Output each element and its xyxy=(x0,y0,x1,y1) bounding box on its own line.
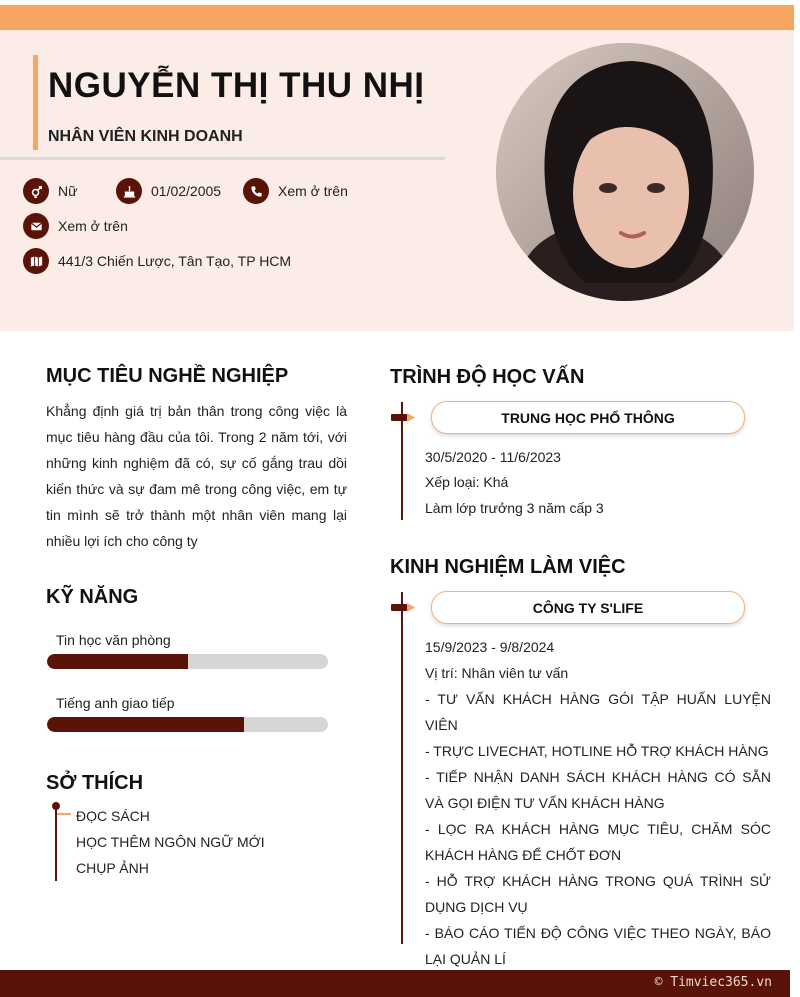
header-divider xyxy=(0,157,445,160)
experience-position: Vị trí: Nhân viên tư vấn xyxy=(425,665,569,681)
education-period: 30/5/2020 - 11/6/2023 xyxy=(425,449,561,465)
experience-duty: - TƯ VẤN KHÁCH HÀNG GÓI TẬP HUẤN LUYỆN VIÊN xyxy=(425,691,771,733)
experience-title: KINH NGHIỆM LÀM VIỆC xyxy=(390,556,626,578)
hobbies-timeline-dot xyxy=(52,802,60,810)
footer-bar xyxy=(0,970,790,997)
birthday-text: 01/02/2005 xyxy=(151,183,222,199)
education-grade: Xếp loại: Khá xyxy=(425,474,509,490)
experience-timeline-line xyxy=(401,592,403,944)
education-school: TRUNG HỌC PHỔ THÔNG xyxy=(431,401,745,434)
skill-name: Tiếng anh giao tiếp xyxy=(56,695,175,711)
experience-period: 15/9/2023 - 9/8/2024 xyxy=(425,639,555,655)
hobbies-title: SỞ THÍCH xyxy=(46,772,144,794)
phone-info xyxy=(243,178,348,204)
gender-text: Nữ xyxy=(58,183,78,199)
hobbies-timeline-tick xyxy=(57,813,71,815)
education-title: TRÌNH ĐỘ HỌC VẤN xyxy=(390,366,585,388)
skill-bar-fill xyxy=(47,654,188,669)
job-title: NHÂN VIÊN KINH DOANH xyxy=(48,128,243,145)
candidate-name: NGUYỄN THỊ THU NHỊ xyxy=(48,66,425,105)
objective-title: MỤC TIÊU NGHỀ NGHIỆP xyxy=(46,365,289,387)
address-text: 441/3 Chiến Lược, Tân Tạo, TP HCM xyxy=(58,253,292,269)
hobby-item: CHỤP ẢNH xyxy=(76,860,149,876)
top-accent-strip xyxy=(0,5,794,30)
footer-credit: © Timviec365.vn xyxy=(654,975,772,990)
experience-duty: - LỌC RA KHÁCH HÀNG MỤC TIÊU, CHĂM SÓC KHÁCH HÀNG ĐỂ CHỐT ĐƠN xyxy=(425,821,771,863)
experience-duty: - BÁO CÁO TIẾN ĐỘ CÔNG VIỆC THEO NGÀY, BÁO LẠI QUẢN LÍ xyxy=(425,925,771,967)
gender-info xyxy=(23,178,77,204)
email-info xyxy=(23,213,128,239)
skills-title: KỸ NĂNG xyxy=(46,586,139,608)
hobbies-timeline-line xyxy=(55,805,57,881)
education-timeline-marker xyxy=(391,413,415,422)
email-icon xyxy=(23,213,49,239)
experience-details xyxy=(425,634,771,972)
gender-icon xyxy=(23,178,49,204)
map-icon xyxy=(23,248,49,274)
name-accent-bar xyxy=(33,55,38,150)
experience-duty: - HỖ TRỢ KHÁCH HÀNG TRONG QUÁ TRÌNH SỬ DỤNG DỊCH VỤ xyxy=(425,873,771,915)
objective-text: Khẳng định giá trị bản thân trong công việc là mục tiêu hàng đầu của tôi. Trong 2 năm tới, với những kinh nghiệm đã có, sự cố gắng trau dồi kiến thức và sự đam mê trong công việc, em tự tin mình sẽ trở thành một nhân viên mang lại nhiều lợi ích cho công ty xyxy=(46,403,347,549)
experience-duty: - TRỰC LIVECHAT, HOTLINE HỖ TRỢ KHÁCH HÀNG xyxy=(425,743,769,759)
experience-timeline-marker xyxy=(391,603,415,612)
hobby-item: ĐỌC SÁCH xyxy=(76,808,150,824)
address-info xyxy=(23,248,291,274)
profile-photo xyxy=(496,43,754,301)
hobby-item: HỌC THÊM NGÔN NGỮ MỚI xyxy=(76,834,265,850)
email-text: Xem ở trên xyxy=(58,218,128,234)
skill-bar-fill xyxy=(47,717,244,732)
birthday-cake-icon xyxy=(116,178,142,204)
skill-name: Tin học văn phòng xyxy=(56,632,171,648)
education-note: Làm lớp trưởng 3 năm cấp 3 xyxy=(425,500,604,516)
experience-company: CÔNG TY S'LIFE xyxy=(431,591,745,624)
experience-duty: - TIẾP NHẬN DANH SÁCH KHÁCH HÀNG CÓ SẴN VÀ GỌI ĐIỆN TƯ VẤN KHÁCH HÀNG xyxy=(425,769,771,811)
phone-icon xyxy=(243,178,269,204)
birthday-info xyxy=(116,178,221,204)
skill-bar xyxy=(47,654,328,669)
phone-text: Xem ở trên xyxy=(278,183,348,199)
skill-bar xyxy=(47,717,328,732)
